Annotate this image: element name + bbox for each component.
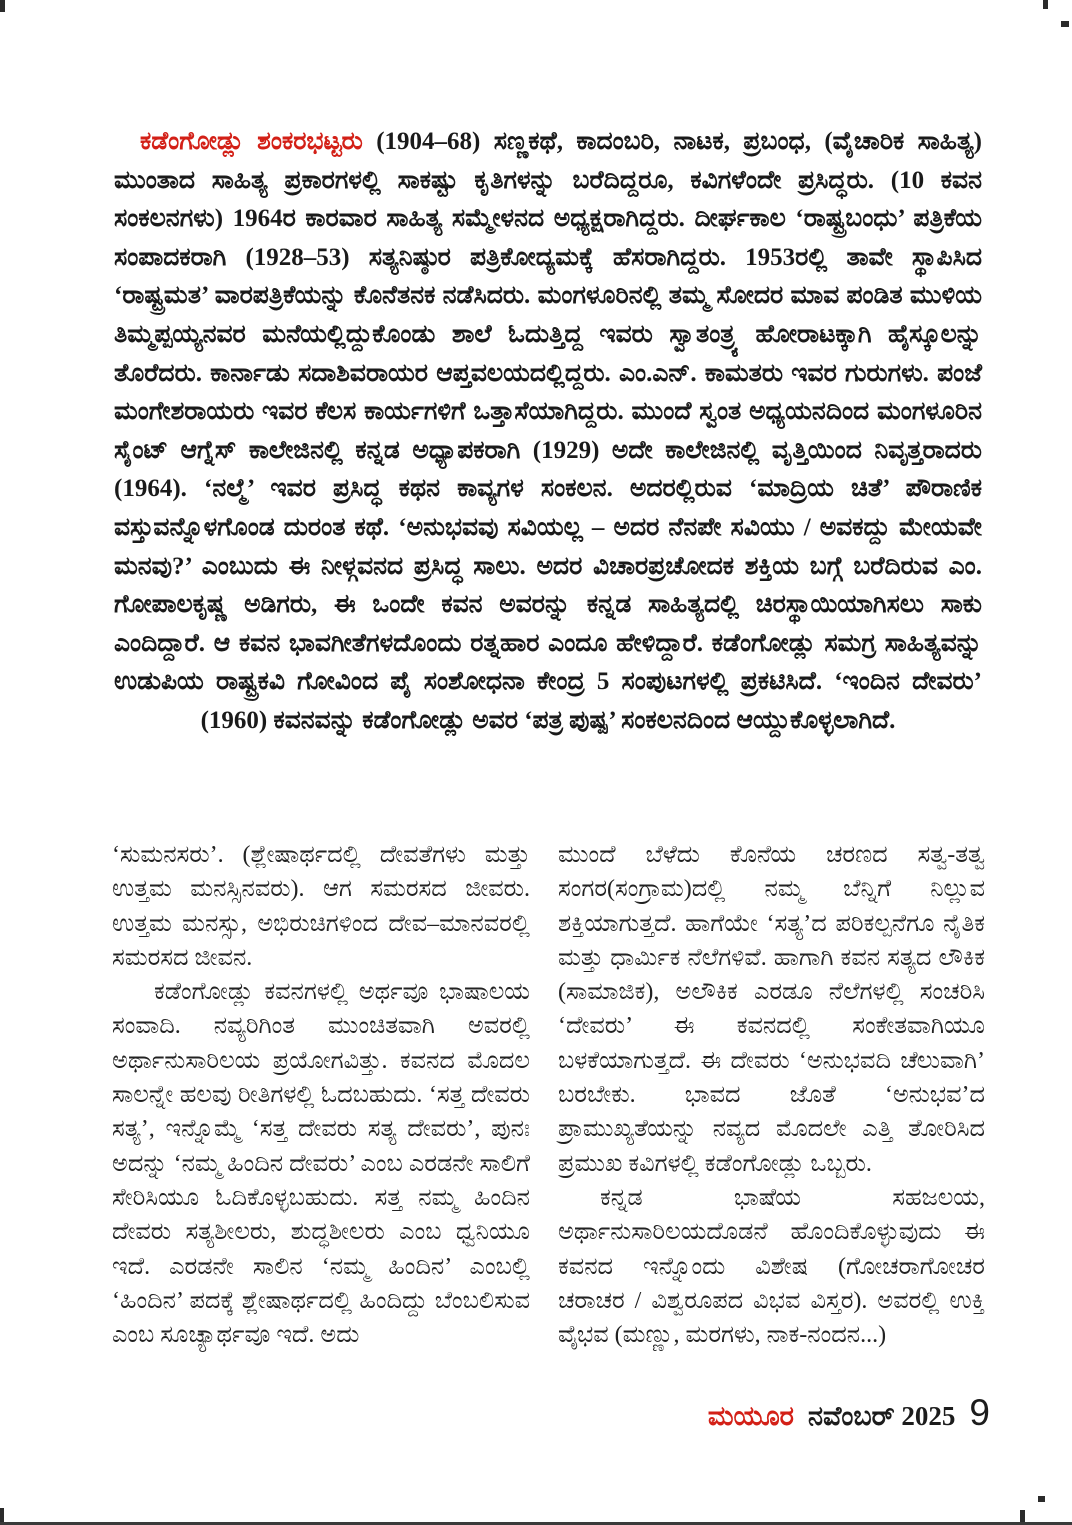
- page-number: 9: [969, 1392, 990, 1433]
- author-biography: [114, 123, 982, 741]
- scan-mark-top-left: [0, 0, 5, 12]
- magazine-name: ಮಯೂರ: [707, 1401, 794, 1431]
- scan-mark-right-dot: [1038, 1496, 1045, 1502]
- page-footer: [708, 1392, 990, 1434]
- right-column-paragraph-1: ಮುಂದೆ ಬೆಳೆದು ಕೊನೆಯ ಚರಣದ ಸತ್ವ-ತತ್ವ ಸಂಗರ(ಸಂಗ್ರಾಮ)ದಲ್ಲಿ ನಮ್ಮ ಬೆನ್ನಿಗೆ ನಿಲ್ಲುವ ಶಕ್ತಿಯಾಗುತ್ತದೆ. ಹಾಗೆಯೇ ‘ಸತ್ಯ’ದ ಪರಿಕಲ್ಪನೆಗೂ ನೈತಿಕ ಮತ್ತು ಧಾರ್ಮಿಕ ನೆಲೆಗಳಿವೆ. ಹಾಗಾಗಿ ಕವನ ಸತ್ಯದ ಲೌಕಿಕ (ಸಾಮಾಜಿಕ), ಅಲೌಕಿಕ ಎರಡೂ ನೆಲೆಗಳಲ್ಲಿ ಸಂಚರಿಸಿ ‘ದೇವರು’ ಈ ಕವನದಲ್ಲಿ ಸಂಕೇತವಾಗಿಯೂ ಬಳಕೆಯಾಗುತ್ತದೆ. ಈ ದೇವರು ‘ಅನುಭವದಿ ಚೆಲುವಾಗಿ’ ಬರಬೇಕು. ಭಾವದ ಜೊತೆ ‘ಅನುಭವ’ದ ಪ್ರಾಮುಖ್ಯತೆಯನ್ನು ನವ್ಯದ ಮೊದಲೇ ಎತ್ತಿ ತೋರಿಸಿದ ಪ್ರಮುಖ ಕವಿಗಳಲ್ಲಿ ಕಡೆಂಗೋಡ್ಲು ಒಬ್ಬರು.: [558, 842, 985, 1177]
- right-column-paragraph-2: ಕನ್ನಡ ಭಾಷೆಯ ಸಹಜಲಯ, ಅರ್ಥಾನುಸಾರಿಲಯದೊಡನೆ ಹೊಂದಿಕೊಳ್ಳುವುದು ಈ ಕವನದ ಇನ್ನೊಂದು ವಿಶೇಷ (ಗೋಚರಾಗೋಚರ ಚರಾಚರ / ವಿಶ್ವರೂಪದ ವಿಭವ ವಿಸ್ತರ). ಅವರಲ್ಲಿ ಉಕ್ತಿ ವೈಭವ (ಮಣ್ಣು, ಮರಗಳು, ನಾಕ-ನಂದನ...): [558, 1184, 985, 1349]
- right-column: [558, 838, 985, 1352]
- article-columns: [112, 838, 985, 1352]
- scan-mark-top-right: [1043, 0, 1048, 9]
- author-name: ಕಡೆಂಗೋಡ್ಲು ಶಂಕರಭಟ್ಟರು: [140, 128, 363, 155]
- left-column-paragraph-2: ಕಡೆಂಗೋಡ್ಲು ಕವನಗಳಲ್ಲಿ ಅರ್ಥವೂ ಭಾಷಾಲಯ ಸಂವಾದಿ. ನವ್ಯರಿಗಿಂತ ಮುಂಚಿತವಾಗಿ ಅವರಲ್ಲಿ ಅರ್ಥಾನುಸಾರಿಲಯ ಪ್ರಯೋಗವಿತ್ತು. ಕವನದ ಮೊದಲ ಸಾಲನ್ನೇ ಹಲವು ರೀತಿಗಳಲ್ಲಿ ಓದಬಹುದು. ‘ಸತ್ತ ದೇವರು ಸತ್ಯ’, ಇನ್ನೊಮ್ಮೆ ‘ಸತ್ತ ದೇವರು ಸತ್ಯ ದೇವರು’, ಪುನಃ ಅದನ್ನು ‘ನಮ್ಮ ಹಿಂದಿನ ದೇವರು’ ಎಂಬ ಎರಡನೇ ಸಾಲಿಗೆ ಸೇರಿಸಿಯೂ ಓದಿಕೊಳ್ಳಬಹುದು. ಸತ್ತ ನಮ್ಮ ಹಿಂದಿನ ದೇವರು ಸತ್ಯಶೀಲರು, ಶುದ್ಧಶೀಲರು ಎಂಬ ಧ್ವನಿಯೂ ಇದೆ. ಎರಡನೇ ಸಾಲಿನ ‘ನಮ್ಮ ಹಿಂದಿನ’ ಎಂಬಲ್ಲಿ ‘ಹಿಂದಿನ’ ಪದಕ್ಕೆ ಶ್ಲೇಷಾರ್ಥದಲ್ಲಿ ಹಿಂದಿದ್ದು ಬೆಂಬಲಿಸುವ ಎಂಬ ಸೂಚ್ಯಾರ್ಥವೂ ಇದೆ. ಅದು: [112, 979, 530, 1349]
- left-column: [112, 838, 530, 1352]
- biography-text: (1904–68) ಸಣ್ಣಕಥೆ, ಕಾದಂಬರಿ, ನಾಟಕ, ಪ್ರಬಂಧ, (ವೈಚಾರಿಕ ಸಾಹಿತ್ಯ) ಮುಂತಾದ ಸಾಹಿತ್ಯ ಪ್ರಕಾರಗಳಲ್ಲಿ ಸಾಕಷ್ಟು ಕೃತಿಗಳನ್ನು ಬರೆದಿದ್ದರೂ, ಕವಿಗಳೆಂದೇ ಪ್ರಸಿದ್ಧರು. (10 ಕವನ ಸಂಕಲನಗಳು) 1964ರ ಕಾರವಾರ ಸಾಹಿತ್ಯ ಸಮ್ಮೇಳನದ ಅಧ್ಯಕ್ಷರಾಗಿದ್ದರು. ದೀರ್ಘಕಾಲ ‘ರಾಷ್ಟ್ರಬಂಧು’ ಪತ್ರಿಕೆಯ ಸಂಪಾದಕರಾಗಿ (1928–53) ಸತ್ಯನಿಷ್ಠುರ ಪತ್ರಿಕೋದ್ಯಮಕ್ಕೆ ಹೆಸರಾಗಿದ್ದರು. 1953ರಲ್ಲಿ ತಾವೇ ಸ್ಥಾಪಿಸಿದ ‘ರಾಷ್ಟ್ರಮತ’ ವಾರಪತ್ರಿಕೆಯನ್ನು ಕೊನೆತನಕ ನಡೆಸಿದರು. ಮಂಗಳೂರಿನಲ್ಲಿ ತಮ್ಮ ಸೋದರ ಮಾವ ಪಂಡಿತ ಮುಳಿಯ ತಿಮ್ಮಪ್ಪಯ್ಯನವರ ಮನೆಯಲ್ಲಿದ್ದುಕೊಂಡು ಶಾಲೆ ಓದುತ್ತಿದ್ದ ಇವರು ಸ್ವಾತಂತ್ರ್ಯ ಹೋರಾಟಕ್ಕಾಗಿ ಹೈಸ್ಕೂಲನ್ನು ತೊರೆದರು. ಕಾರ್ನಾಡು ಸದಾಶಿವರಾಯರ ಆಪ್ತವಲಯದಲ್ಲಿದ್ದರು. ಎಂ.ಎನ್. ಕಾಮತರು ಇವರ ಗುರುಗಳು. ಪಂಜೆ ಮಂಗೇಶರಾಯರು ಇವರ ಕೆಲಸ ಕಾರ್ಯಗಳಿಗೆ ಒತ್ತಾಸೆಯಾಗಿದ್ದರು. ಮುಂದೆ ಸ್ವಂತ ಅಧ್ಯಯನದಿಂದ ಮಂಗಳೂರಿನ ಸೈಂಟ್ ಆಗ್ನೆಸ್ ಕಾಲೇಜಿನಲ್ಲಿ ಕನ್ನಡ ಅಧ್ಯಾಪಕರಾಗಿ (1929) ಅದೇ ಕಾಲೇಜಿನಲ್ಲಿ ವೃತ್ತಿಯಿಂದ ನಿವೃತ್ತರಾದರು (1964). ‘ನಲ್ಮೆ’ ಇವರ ಪ್ರಸಿದ್ಧ ಕಥನ ಕಾವ್ಯಗಳ ಸಂಕಲನ. ಅದರಲ್ಲಿರುವ ‘ಮಾದ್ರಿಯ ಚಿತೆ’ ಪೌರಾಣಿಕ ವಸ್ತುವನ್ನೊಳಗೊಂಡ ದುರಂತ ಕಥೆ. ‘ಅನುಭವವು ಸವಿಯಲ್ಲ – ಅದರ ನೆನಪೇ ಸವಿಯು / ಅವಕದ್ದು ಮೇಯವೇ ಮನವು?’ ಎಂಬುದು ಈ ನೀಳ್ಗವನದ ಪ್ರಸಿದ್ಧ ಸಾಲು. ಅದರ ವಿಚಾರಪ್ರಚೋದಕ ಶಕ್ತಿಯ ಬಗ್ಗೆ ಬರೆದಿರುವ ಎಂ. ಗೋಪಾಲಕೃಷ್ಣ ಅಡಿಗರು, ಈ ಒಂದೇ ಕವನ ಅವರನ್ನು ಕನ್ನಡ ಸಾಹಿತ್ಯದಲ್ಲಿ ಚಿರಸ್ಥಾಯಿಯಾಗಿಸಲು ಸಾಕು ಎಂದಿದ್ದಾರೆ. ಆ ಕವನ ಭಾವಗೀತೆಗಳದೊಂದು ರತ್ನಹಾರ ಎಂದೂ ಹೇಳಿದ್ದಾರೆ. ಕಡೆಂಗೋಡ್ಲು ಸಮಗ್ರ ಸಾಹಿತ್ಯವನ್ನು ಉಡುಪಿಯ ರಾಷ್ಟ್ರಕವಿ ಗೋವಿಂದ ಪೈ ಸಂಶೋಧನಾ ಕೇಂದ್ರ 5 ಸಂಪುಟಗಳಲ್ಲಿ ಪ್ರಕಟಿಸಿದೆ. ‘ಇಂದಿನ ದೇವರು’ (1960) ಕವನವನ್ನು ಕಡೆಂಗೋಡ್ಲು ಅವರ ‘ಪತ್ರ ಪುಷ್ಪ’ ಸಂಕಲನದಿಂದ ಆಯ್ದುಕೊಳ್ಳಲಾಗಿದೆ.: [114, 128, 982, 734]
- issue-date: ನವೆಂಬರ್ 2025: [807, 1401, 956, 1431]
- left-column-paragraph-1: ‘ಸುಮನಸರು’. (ಶ್ಲೇಷಾರ್ಥದಲ್ಲಿ ದೇವತೆಗಳು ಮತ್ತು ಉತ್ತಮ ಮನಸ್ಸಿನವರು). ಆಗ ಸಮರಸದ ಜೀವರು. ಉತ್ತಮ ಮನಸ್ಸು, ಅಭಿರುಚಿಗಳಿಂದ ದೇವ–ಮಾನವರಲ್ಲಿ ಸಮರಸದ ಜೀವನ.: [112, 842, 530, 971]
- scan-mark-top-right-dot: [1061, 21, 1069, 27]
